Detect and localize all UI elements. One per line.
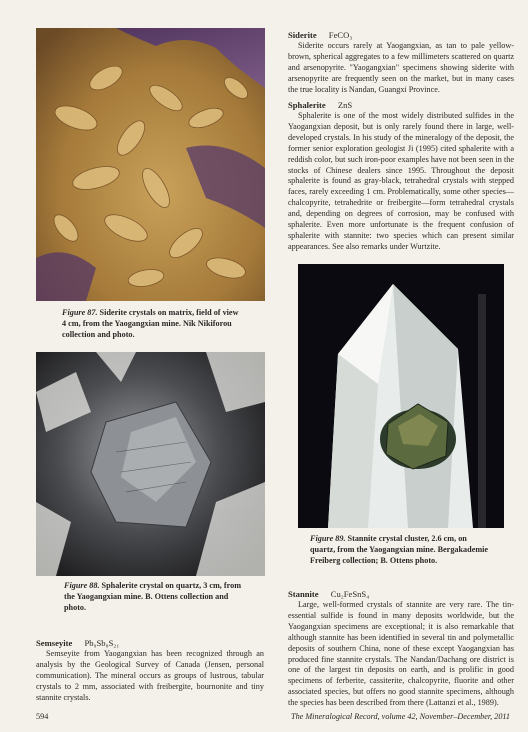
stannite-body: Large, well-formed crystals of stannite are very rare. The tin-essential sulfide is found in many deposits worldwide, but the Yaogangxian specimens are exceptional; it is also remarkable that although stannite has been identified in several tin and polymetallic deposits of southern China, none of these except Yaogangxian has produced fine stannite crystals. The Nandan/Dachang ore district is one of the largest tin deposits on earth, and is prolific in good specimens of ferberite, cassiterite, chalcopyrite, fluorite and other associated species, but offers no good stannite specimens, although the species has been described from there (Lattanzi et al., 1989). xyxy=(288,600,514,708)
siderite-body: Siderite occurs rarely at Yaogangxian, as tan to pale yellow-brown, spherical aggregates to a few millimeters scattered on quartz and arsenopyrite. "Yaogangxian" specimens showing siderite with arsenopyrite are frequently seen on the market, but in many cases the true locality is Nandan, Guangxi Province. xyxy=(288,41,514,94)
figure-88-text: Sphalerite crystal on quartz, 3 cm, from the Yaogangxian mine. B. Ottens collection and photo. xyxy=(64,581,242,612)
figure-88-caption xyxy=(64,580,244,613)
stannite-name: Stannite xyxy=(288,589,319,599)
figure-88-photo xyxy=(36,352,265,576)
semseyite-heading xyxy=(36,638,119,648)
sphalerite-formula: ZnS xyxy=(337,100,353,110)
figure-87-photo xyxy=(36,28,265,301)
semseyite-formula: Pb₉Sb₈S₂₁ xyxy=(84,638,120,648)
figure-89-text: Stannite crystal cluster, 2.6 cm, on quartz, from the Yaogangxian mine. Bergakademie Freiberg collection; B. Ottens photo. xyxy=(310,534,489,565)
figure-89-photo xyxy=(298,264,504,528)
page-number: 594 xyxy=(36,712,49,721)
figure-87-text: Siderite crystals on matrix, field of view 4 cm, from the Yaogangxian mine. Nik Nikiforou collection and photo. xyxy=(62,308,239,339)
stannite-formula: Cu₂FeSnS₄ xyxy=(330,589,370,599)
figure-87-label: Figure 87. xyxy=(62,308,98,317)
stannite-heading xyxy=(288,589,369,599)
figure-87-caption xyxy=(62,307,242,340)
siderite-name: Siderite xyxy=(288,30,317,40)
sphalerite-name: Sphalerite xyxy=(288,100,326,110)
sphalerite-body: Sphalerite is one of the most widely distributed sulfides in the Yaogangxian deposit, but is only rarely found there in large, well-developed crystals. In his study of the mineralogy of the deposit, the former senior exploration geologist Ji (1995) cited sphalerite with a reddish color, but such iron-poor examples have not been seen in the stocks of Chinese dealers since 1995. Throughout the deposit sphalerite is found as gray-black, tetrahedral crystals with stepped faces, rarely exceeding 1 cm. Problematically, some other species—chalcopyrite, tetrahedrite or freibergite—form tetrahedral crystals and, depending on degrees of corrosion, may be confused with sphalerite. Even more unfortunate is the frequent confusion of sphalerite with stannite: two species which can present similar appearances. See also remarks under Wurtzite. xyxy=(288,111,514,251)
figure-89-caption xyxy=(310,533,494,566)
siderite-heading xyxy=(288,30,352,40)
siderite-formula: FeCO₃ xyxy=(328,30,353,40)
journal-footer: The Mineralogical Record, volume 42, November–December, 2011 xyxy=(291,712,510,721)
figure-89-label: Figure 89. xyxy=(310,534,346,543)
figure-88-label: Figure 88. xyxy=(64,581,100,590)
sphalerite-heading xyxy=(288,100,352,110)
semseyite-body: Semseyite from Yaogangxian has been recognized through an analysis by the Geological Survey of Canada (Jensen, personal communication). The mineral occurs as groups of lustrous, tabular crystals to 2 mm, associated with freibergite, bournonite and tiny stannite crystals. xyxy=(36,649,264,702)
semseyite-name: Semseyite xyxy=(36,638,73,648)
